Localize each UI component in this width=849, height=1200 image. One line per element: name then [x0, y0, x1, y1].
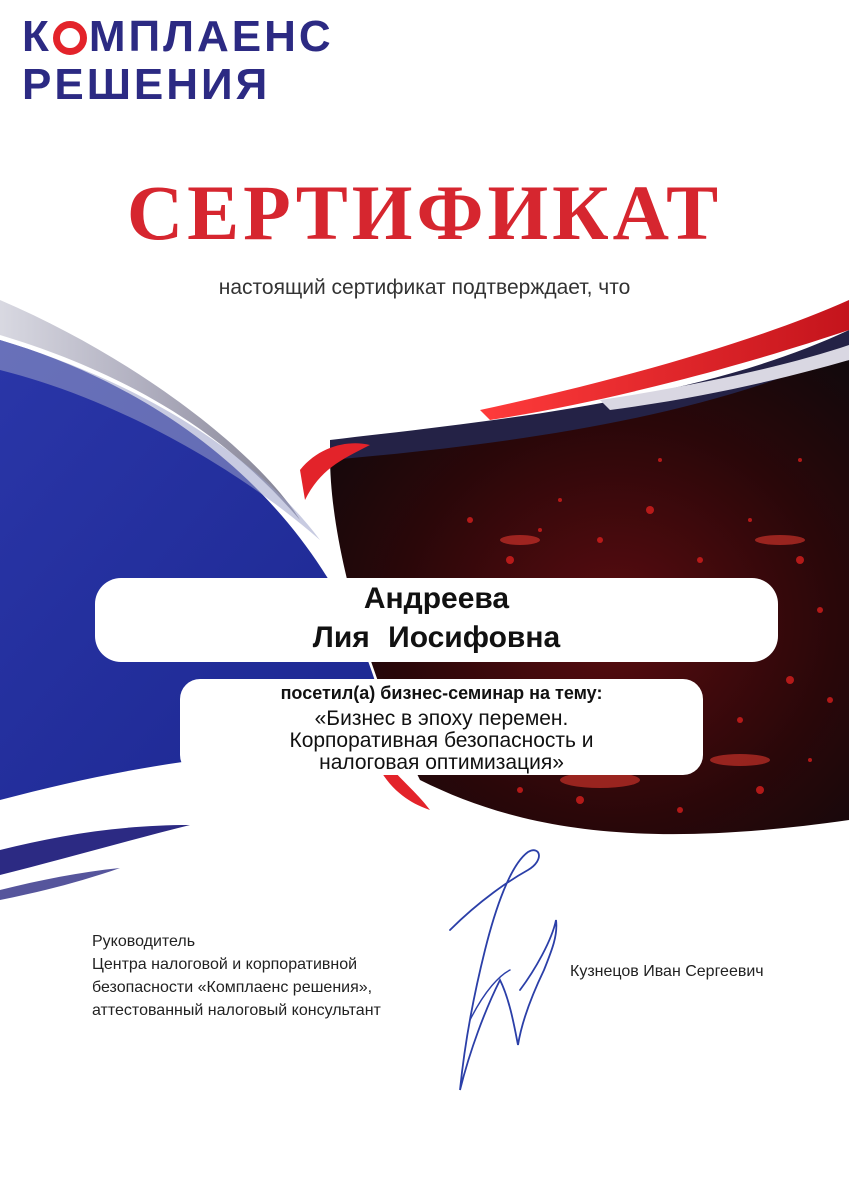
logo-text-rest: МПЛАЕНС — [88, 12, 334, 61]
logo-o-emblem-icon — [53, 21, 87, 55]
topic-intro: посетил(а) бизнес-семинар на тему: — [280, 683, 603, 703]
topic-line3: налоговая оптимизация» — [319, 751, 564, 774]
logo-line2: РЕШЕНИЯ — [22, 60, 271, 109]
recipient-name-box — [95, 578, 778, 662]
recipient-surname: Андреева — [363, 582, 510, 615]
handwritten-signature — [440, 840, 580, 1110]
topic-line2: Корпоративная безопасность и — [289, 729, 594, 752]
seminar-topic-box — [180, 679, 703, 775]
signatory-line1: Руководитель — [92, 933, 196, 950]
company-logo — [22, 14, 334, 108]
logo-line1 — [22, 14, 334, 60]
topic-line1: «Бизнес в эпоху перемен. — [314, 707, 569, 730]
signatory-line2: Центра налоговой и корпоративной — [92, 956, 358, 973]
certificate-subtitle: настоящий сертификат подтверждает, что — [218, 276, 631, 299]
signer-name: Кузнецов Иван Сергеевич — [570, 963, 764, 980]
signatory-line3: безопасности «Комплаенс решения», — [92, 979, 373, 996]
recipient-given-names: Лия Иосифовна — [312, 621, 561, 654]
signatory-line4: аттестованный налоговый консультант — [92, 1002, 381, 1019]
certificate-title: СЕРТИФИКАТ — [126, 169, 723, 256]
logo-letter-k: К — [22, 12, 52, 61]
signatory-title-block — [92, 930, 381, 1022]
